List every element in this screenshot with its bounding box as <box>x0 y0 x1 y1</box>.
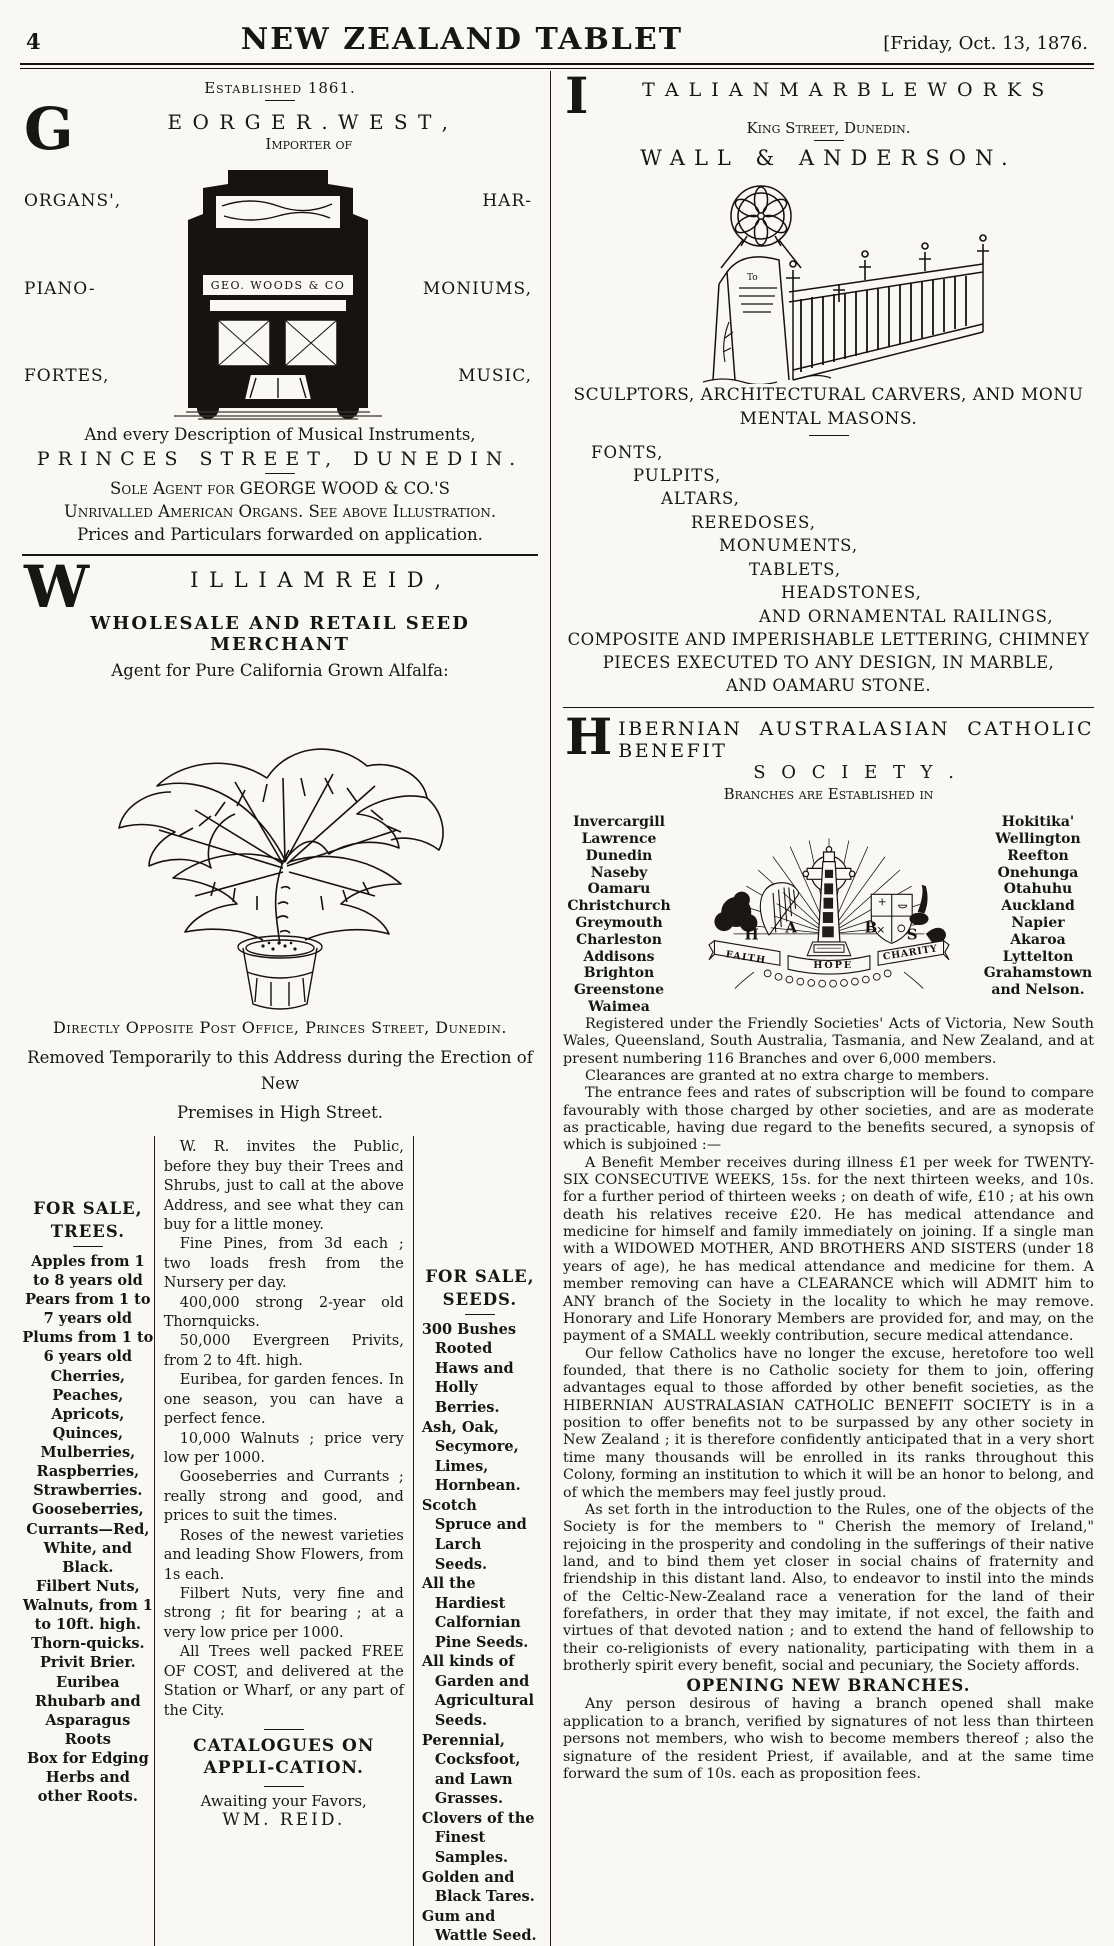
list-item: Naseby <box>590 864 648 881</box>
product-label: ORGANS', <box>24 191 122 212</box>
left-column <box>20 71 551 1946</box>
list-item: Euribea <box>56 1673 120 1691</box>
hibernian-ad <box>563 707 1094 1783</box>
list-item: Hokitika' <box>1001 814 1075 831</box>
hibernian-paragraphs <box>563 1016 1094 1676</box>
marble-closing-3: AND OAMARU STONE. <box>725 676 932 696</box>
reid-signature: WM. REID. <box>222 1810 346 1831</box>
seeds-heading: FOR SALE, SEEDS. <box>425 1267 535 1309</box>
dropcap-h: H <box>565 707 613 767</box>
organ-products-left <box>22 158 142 420</box>
list-item: Ash, Oak, Secymore, Limes, Hornbean. <box>421 1418 521 1495</box>
right-column <box>551 66 1094 1946</box>
product-label: MONIUMS, <box>422 278 532 299</box>
catalogues-line: CATALOGUES ON APPLI-CATION. <box>193 1735 375 1779</box>
list-item: Privit Brier. <box>39 1654 136 1672</box>
list-item: Wellington <box>995 831 1081 848</box>
paper-title: NEW ZEALAND TABLET <box>240 22 684 57</box>
gw-sole-agent: Sole Agent for GEORGE WOOD & CO.'S <box>110 478 450 498</box>
list-item: 300 Bushes Rooted Haws and Holly Berries. <box>421 1320 517 1417</box>
divider-dash <box>264 1729 304 1730</box>
list-item: FONTS, <box>591 442 664 462</box>
newspaper-page <box>20 0 1094 1946</box>
gw-description: And every Description of Musical Instruments, <box>84 424 476 444</box>
organ-illustration-row <box>22 158 538 420</box>
product-label: PIANO- <box>24 278 96 299</box>
wr-address: Directly Opposite Post Office, Princes Street, Dunedin. <box>53 1018 507 1038</box>
paragraph: All Trees well packed FREE OF COST, and delivered at the Station or Wharf, or any part of the City. <box>163 1644 404 1719</box>
paragraph: As set forth in the introduction to the Rules, one of the objects of the Society is for the members to " Cherish the memory of Ireland," rejoicing in the prosperity and condoling in the sufferings of their native land, and to bind them yet closer in social chains of fraternity and friendship in this distant land. Also, to endeavor to instil into the minds of the Celtic-New-Zealand race a veneration for the land of their forefathers, in order that they may imitate, if not excel, the faith and virtues of that devoted nation ; and to extend the hand of fellowship to their co-religionists of every nationality, participating with them in a brotherly spirit every benefit, social and pecuniary, the Society affords. <box>563 1501 1094 1675</box>
paragraph: 10,000 Walnuts ; price very low per 1000. <box>163 1430 404 1467</box>
list-item: Filbert Nuts, Walnuts, from 1 to 10ft. high. <box>22 1577 153 1634</box>
list-item: Box for Edging <box>26 1750 149 1768</box>
list-item: All kinds of Garden and Agricultural Seeds. <box>421 1653 535 1730</box>
list-item: Lyttelton <box>1002 948 1074 965</box>
masthead-rule <box>20 63 1094 69</box>
list-item: TABLETS, <box>749 559 842 579</box>
list-item: Clovers of the Finest Samples. <box>421 1809 535 1866</box>
dropcap-w: W <box>24 552 90 621</box>
marble-trades-1: SCULPTORS, ARCHITECTURAL CARVERS, AND MONU <box>573 385 1084 405</box>
product-label: FORTES, <box>24 365 110 386</box>
hibernian-title-1: IBERNIAN AUSTRALASIAN CATHOLIC BENEFIT <box>618 718 1094 763</box>
list-item: Perennial, Cocksfoot, and Lawn Grasses. <box>421 1731 521 1808</box>
list-item: Thorn-quicks. <box>31 1635 145 1653</box>
branches-right-list <box>982 806 1094 1016</box>
list-item: Oamaru <box>587 881 651 898</box>
hibernian-title-2: S O C I E T Y . <box>753 762 960 784</box>
list-item: Otahuhu <box>1003 881 1073 898</box>
emblem-letter-h: H <box>743 925 759 944</box>
gw-unrivalled: Unrivalled American Organs. See above Illustration. <box>63 501 497 521</box>
list-item: Greenstone <box>573 982 665 999</box>
motto-charity: CHARITY <box>881 943 938 963</box>
trees-column <box>22 1136 154 1946</box>
emblem-row <box>563 806 1094 1016</box>
reid-middle-column <box>154 1136 414 1946</box>
reid-lists <box>22 1136 538 1946</box>
dropcap-g: G <box>24 95 74 163</box>
marble-firm: WALL & ANDERSON. <box>640 146 1017 170</box>
paragraph: Our fellow Catholics have no longer the excuse, heretofore too well founded, that there is no Catholic society for them to join, offering advantages equal to those afforded by other benefit societies, as the HIBERNIAN AUSTRALASIAN CATHOLIC BENEFIT SOCIETY is in a position to offer benefits not to be surpassed by any other society in New Zealand ; it is therefore confidently anticipated that in a very short time many thousands will be enrolled in its ranks throughout this Colony, forming an institution to which it will be an honor to belong, and of which the members may feel justly proud. <box>563 1345 1094 1501</box>
paragraph: 400,000 strong 2-year old Thornquicks. <box>163 1294 404 1331</box>
motto-hope: HOPE <box>812 960 853 972</box>
paragraph: Gooseberries and Currants ; really strong and good, and prices to suit the times. <box>163 1469 404 1525</box>
divider-dash <box>809 435 849 436</box>
branches-caption: Branches are Established in <box>723 785 934 804</box>
list-item: ALTARS, <box>661 489 740 509</box>
emblem-letter-a: A <box>784 918 797 937</box>
marble-products-list <box>563 441 1094 628</box>
william-reid-heading <box>22 552 538 621</box>
dropcap-i: I <box>565 66 589 125</box>
columns <box>20 66 1094 1946</box>
list-item: Onehunga <box>997 864 1079 881</box>
list-item: Gooseberries, Currants—Red, White, and Black. <box>26 1501 150 1576</box>
issue-date: [Friday, Oct. 13, 1876. <box>883 33 1088 54</box>
opening-branches-heading: OPENING NEW BRANCHES. <box>686 1676 971 1696</box>
reid-paragraphs <box>164 1138 404 1721</box>
list-item: Akaroa <box>1010 931 1066 948</box>
list-item: Lawrence <box>581 831 657 848</box>
monument-illustration <box>563 172 1094 384</box>
list-item: Dunedin <box>585 847 653 864</box>
marble-closing-2: PIECES EXECUTED TO ANY DESIGN, IN MARBLE, <box>602 653 1055 673</box>
paragraph: The entrance fees and rates of subscription will be found to compare favourably with those charged by other societies, and are as moderate as practicable, having due regard to the benefits secured, a synopsis of which is subjoined :— <box>563 1085 1094 1154</box>
list-item: Plums from 1 to 6 years old <box>22 1329 154 1366</box>
section-rule <box>22 554 538 556</box>
motto-faith: FAITH <box>724 949 767 967</box>
paragraph: Any person desirous of having a branch opened shall make application to a branch, verified by signatures of not less than thirteen persons not members, who wish to become members thereof ; also the signature of the resident Priest, if available, and at the same time forward the sum of 10s. each as proposition fees. <box>563 1696 1094 1782</box>
marble-address: King Street, Dunedin. <box>746 119 911 137</box>
list-item: Golden and Black Tares. <box>421 1868 535 1906</box>
importer-line: Importer of <box>265 135 353 153</box>
paragraph: 50,000 Evergreen Privits, from 2 to 4ft. high. <box>163 1333 404 1369</box>
list-item: and Nelson. <box>991 982 1085 999</box>
wr-subtitle: WHOLESALE AND RETAIL SEED MERCHANT <box>90 613 470 656</box>
marble-closing-1: COMPOSITE AND IMPERISHABLE LETTERING, CHIMNEY <box>567 629 1090 649</box>
opening-paragraph-wrap <box>563 1696 1094 1783</box>
wr-removed-1: Removed Temporarily to this Address during the Erection of New <box>27 1048 533 1094</box>
paragraph: A Benefit Member receives during illness £1 per week for TWENTY-SIX CONSECUTIVE WEEKS, 15s. for the next thirteen weeks, and 10s. for a further period of thirteen weeks ; on death of wife, £10 ; at his own death his relatives receive £20. He has medical attendance and medicine for himself and family immediately on joining. If a single man with a WIDOWED MOTHER, AND BROTHERS AND SISTERS (under 18 years of age), he has medical attendance and medicine for them. A member removing can have a CLEARANCE which will ADMIT him to ANY branch of the Society in the locality to which he may remove. Honorary and Life Honorary Members are provided for, and may, on the payment of a SMALL weekly contribution, secure medical attendance. <box>563 1154 1094 1345</box>
branches-left-list <box>563 806 675 1016</box>
paragraph: W. R. invites the Public, before they buy their Trees and Shrubs, just to call at the above Address, and see what they can buy for a little money. <box>163 1139 404 1233</box>
list-item: Napier <box>1011 915 1065 932</box>
product-label: HAR- <box>482 191 532 212</box>
divider-dash <box>465 1314 495 1315</box>
organ-illustration <box>142 158 414 420</box>
product-label: MUSIC, <box>458 365 532 386</box>
list-item: MONUMENTS, <box>719 536 859 556</box>
george-west-ad <box>22 79 538 544</box>
divider-dash <box>265 473 295 474</box>
paragraph: Filbert Nuts, very fine and strong ; fit for bearing ; at a very low price per 1000. <box>163 1585 404 1641</box>
list-item: HEADSTONES, <box>781 583 922 603</box>
list-item: PULPITS, <box>633 466 722 486</box>
list-item: Grahamstown <box>983 965 1093 982</box>
list-item: All the Hardiest Calfornian Pine Seeds. <box>421 1575 529 1651</box>
paragraph: Clearances are granted at no extra charge to members. <box>585 1067 990 1084</box>
list-item: Auckland <box>1001 898 1075 915</box>
william-reid-ad <box>22 552 538 1946</box>
awaiting-line: Awaiting your Favors, <box>200 1792 367 1811</box>
divider-dash <box>264 1786 304 1787</box>
marble-trades-2: MENTAL MASONS. <box>739 408 918 429</box>
list-item: Cherries, Peaches, Apricots, Quinces, Mulberries, Raspberries, Strawberries. <box>33 1367 143 1500</box>
list-item: Invercargill <box>573 814 665 831</box>
marble-name: T A L I A N M A R B L E W O R K S <box>642 79 1047 101</box>
paragraph: Euribea, for garden fences. In one season, you can have a perfect fence. <box>163 1372 404 1428</box>
divider-dash <box>814 140 844 141</box>
masthead <box>20 22 1094 63</box>
gw-street: PRINCES STREET, DUNEDIN. <box>36 447 524 470</box>
page-number: 4 <box>26 29 41 54</box>
wr-agent-line: Agent for Pure California Grown Alfalfa: <box>111 661 449 681</box>
hibernian-heading <box>563 707 1094 784</box>
list-item: Christchurch <box>567 898 671 915</box>
divider-dash <box>73 1246 103 1247</box>
list-item: Pears from 1 to 7 years old <box>25 1291 151 1328</box>
emblem-letter-b: B <box>863 918 877 937</box>
svg-text:To: To <box>746 273 758 283</box>
seeds-list <box>422 1320 538 1946</box>
marble-heading <box>563 66 1094 125</box>
list-item: Herbs and other Roots. <box>37 1769 138 1806</box>
william-reid-name: I L L I A M R E I D , <box>190 567 443 592</box>
paragraph: Roses of the newest varieties and leading Show Flowers, from 1s each. <box>163 1527 404 1583</box>
list-item: Greymouth <box>575 915 663 932</box>
paragraph: Registered under the Friendly Societies' Acts of Victoria, New South Wales, Queensland, South Australia, Tasmania, and New Zealand, and at present numbering 116 Branches and over 6,000 members. <box>563 1015 1094 1067</box>
seeds-column <box>414 1136 538 1946</box>
list-item: Reefton <box>1007 847 1069 864</box>
organ-nameplate-text: GEO. WOODS & CO <box>210 278 346 292</box>
list-item: Scotch Spruce and Larch Seeds. <box>421 1496 527 1573</box>
list-item: REREDOSES, <box>691 512 817 532</box>
established-line: Established 1861. <box>204 79 356 97</box>
list-item: Brighton <box>583 965 655 982</box>
marble-works-ad <box>563 66 1094 697</box>
list-item: Charleston <box>576 931 662 948</box>
gw-particulars: Prices and Particulars forwarded on application. <box>77 524 483 544</box>
paragraph: Fine Pines, from 3d each ; two loads fresh from the Nursery per day. <box>163 1236 404 1292</box>
george-west-heading <box>22 95 538 163</box>
list-item: Gum and Wattle Seed. <box>421 1907 537 1945</box>
plant-illustration <box>22 682 538 1014</box>
george-west-name: E O R G E R . W E S T , <box>167 110 451 134</box>
list-item: Rhubarb and Asparagus Roots <box>35 1692 141 1748</box>
trees-list <box>22 1252 154 1807</box>
george-west-name-lines <box>80 106 538 153</box>
list-item: Addisons <box>583 948 655 965</box>
society-emblem-illustration <box>675 806 982 1016</box>
organ-products-right <box>414 158 538 420</box>
list-item: Waimea <box>588 999 650 1016</box>
list-item: Apples from 1 to 8 years old <box>31 1252 145 1289</box>
trees-heading: FOR SALE, TREES. <box>33 1199 143 1241</box>
divider-dash <box>265 100 295 101</box>
emblem-letter-s: S <box>906 925 918 944</box>
wr-removed-2: Premises in High Street. <box>176 1102 384 1122</box>
section-rule <box>563 707 1094 708</box>
list-item: AND ORNAMENTAL RAILINGS, <box>759 606 1054 626</box>
